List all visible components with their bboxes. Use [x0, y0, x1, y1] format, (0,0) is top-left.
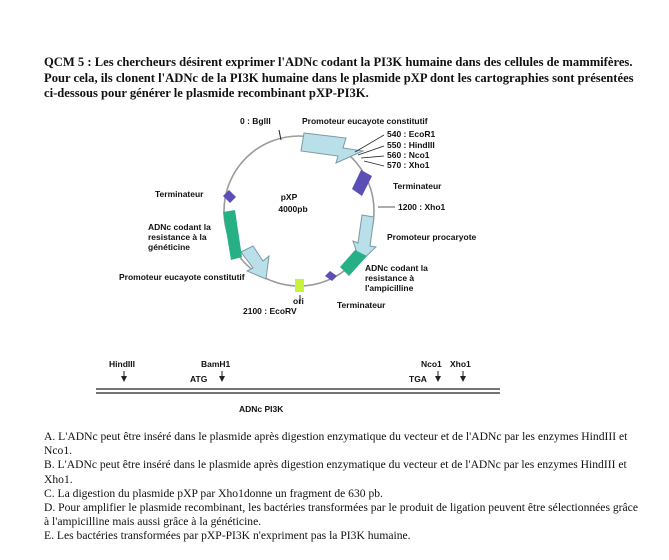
- insert-label-tga: TGA: [409, 374, 427, 384]
- option-e: E. Les bactéries transformées par pXP-PI3K n'expriment pas la PI3K humaine.: [44, 529, 411, 543]
- insert-label-atg: ATG: [190, 374, 208, 384]
- label-terminateur-left: Terminateur: [155, 189, 204, 199]
- label-promoteur-procaryote: Promoteur procaryote: [387, 232, 477, 242]
- question-text: QCM 5 : Les chercheurs désirent exprimer l'ADNc codant la PI3K humaine dans des cellules de mammifères. Pour cela, ils clonent l'ADNc de la PI3K humaine dans le plasmide pXP dont les cartographies sont présentées ci-dessous pour générer le plasmide recombinant pXP-PI3K.: [44, 55, 634, 100]
- label-adnc-amp-1: ADNc codant la: [365, 263, 428, 273]
- label-hindiii: 550 : HindIII: [387, 140, 435, 150]
- label-bglii: 0 : BglII: [240, 116, 271, 126]
- label-promoteur-eucaryote-top: Promoteur eucayote constitutif: [302, 116, 428, 126]
- geneticin-resistance-box: [223, 210, 242, 260]
- label-plasmid-size: 4000pb: [278, 204, 308, 214]
- label-promoteur-eucaryote-left: Promoteur eucayote constitutif: [119, 272, 245, 282]
- insert-label-bamh1: BamH1: [201, 359, 231, 369]
- ecor1-leader: [355, 135, 384, 152]
- insert-label-nco1: Nco1: [421, 359, 442, 369]
- xho1-570-leader: [364, 161, 384, 166]
- label-nco1: 560 : Nco1: [387, 150, 430, 160]
- ori-box: [295, 279, 304, 292]
- insert-title: ADNc PI3K: [239, 404, 284, 414]
- nco1-leader: [361, 156, 384, 158]
- insert-label-hindiii: HindIII: [109, 359, 135, 369]
- label-adnc-amp-2: resistance à: [365, 273, 415, 283]
- option-c: C. La digestion du plasmide pXP par Xho1donne un fragment de 630 pb.: [44, 486, 383, 500]
- label-adnc-gen-2: resistance à la: [148, 232, 207, 242]
- label-ecor1: 540 : EcoR1: [387, 129, 436, 139]
- label-adnc-gen-3: généticine: [148, 242, 191, 252]
- insert-label-xho1: Xho1: [450, 359, 471, 369]
- label-plasmid-name: pXP: [280, 192, 298, 202]
- label-ecorv: 2100 : EcoRV: [243, 306, 297, 316]
- label-adnc-gen-1: ADNc codant la: [148, 222, 211, 232]
- promoter-eucaryote-top-arrow: [301, 133, 363, 163]
- label-terminateur-bottom: Terminateur: [337, 300, 386, 310]
- label-terminateur-right: Terminateur: [393, 181, 442, 191]
- terminator-bottom: [325, 271, 337, 281]
- option-d: D. Pour amplifier le plasmide recombinant, les bactéries transformées par le produit de ligation peuvent être sélectionnées grâce à l'ampicilline mais aussi grâce à la généticine.: [44, 501, 638, 529]
- label-adnc-amp-3: l'ampicilline: [365, 283, 414, 293]
- option-b: B. L'ADNc peut être inséré dans le plasmide après digestion enzymatique du vecteur et de l'ADNc par les enzymes HindIII et Xho1.: [44, 458, 627, 486]
- label-xho1-1200: 1200 : Xho1: [398, 202, 446, 212]
- answer-options: [44, 430, 644, 544]
- label-xho1-570: 570 : Xho1: [387, 160, 430, 170]
- label-ori: ori: [293, 296, 304, 306]
- option-a: A. L'ADNc peut être inséré dans le plasmide après digestion enzymatique du vecteur et de l'ADNc par les enzymes HindIII et Nco1.: [44, 430, 628, 458]
